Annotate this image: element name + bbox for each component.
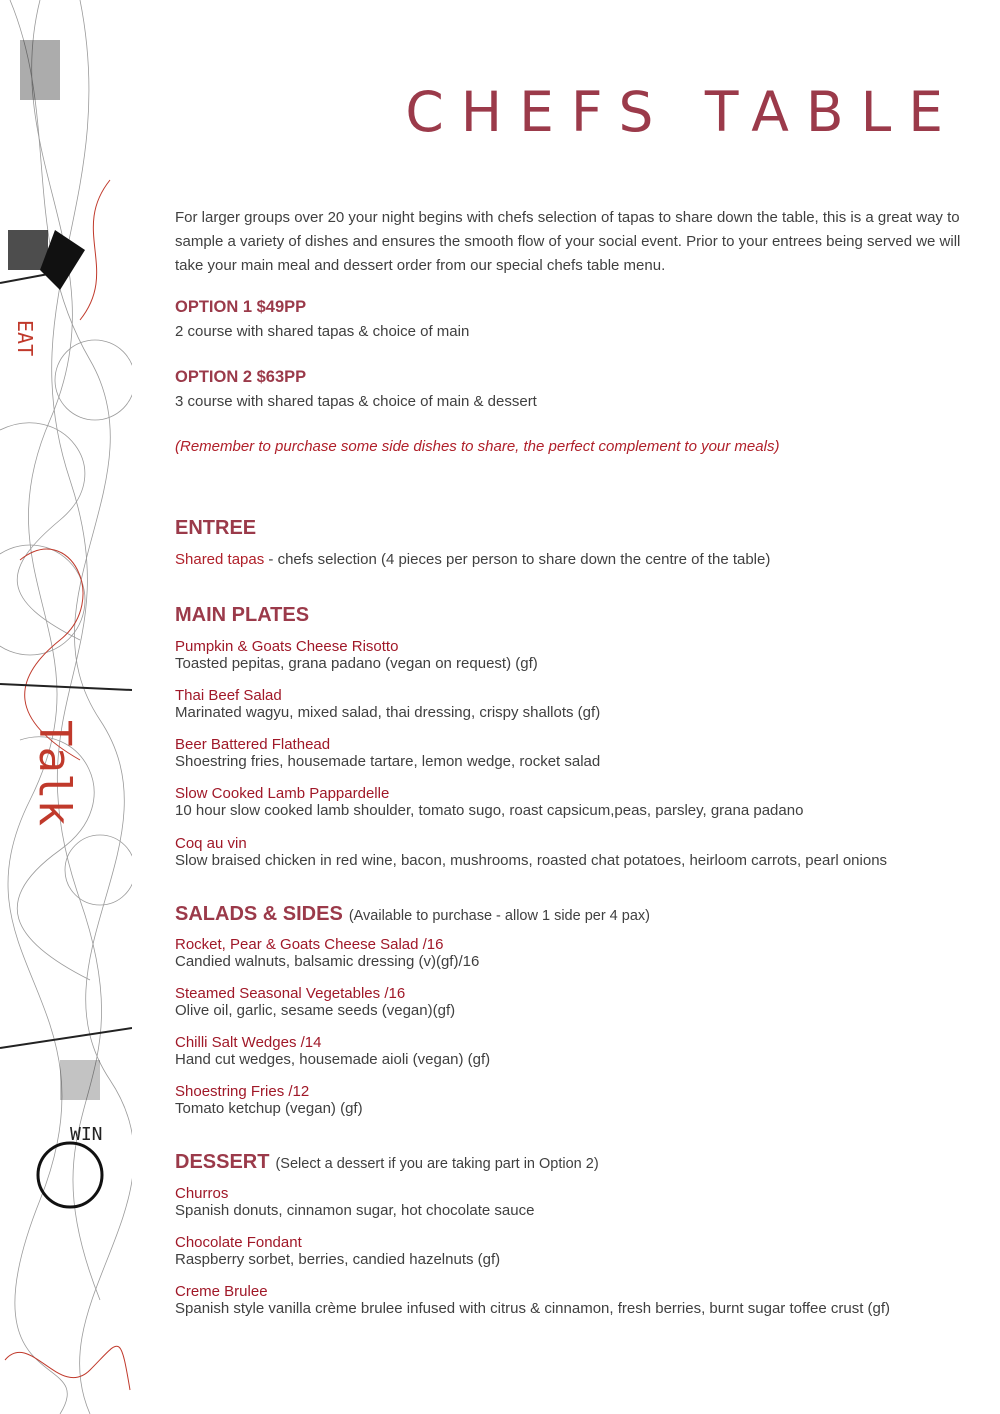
dish-name: Beer Battered Flathead xyxy=(175,736,331,753)
art-word-talk: Talk xyxy=(29,720,80,826)
menu-item xyxy=(175,638,975,672)
entree-dish-desc: - chefs selection (4 pieces per person to share down the centre of the table) xyxy=(264,551,771,568)
dessert-heading-title: DESSERT xyxy=(175,1151,270,1173)
dish-name: Steamed Seasonal Vegetables /16 xyxy=(175,985,406,1002)
ring-icon xyxy=(38,1143,102,1207)
dish-desc: Raspberry sorbet, berries, candied hazelnuts (gf) xyxy=(175,1251,501,1268)
art-word-eat: EAT xyxy=(13,320,37,357)
dish-name: Coq au vin xyxy=(175,835,247,852)
dish-desc: Olive oil, garlic, sesame seeds (vegan)(gf) xyxy=(175,1002,456,1019)
dish-name: Rocket, Pear & Goats Cheese Salad /16 xyxy=(175,936,444,953)
dish-name: Pumpkin & Goats Cheese Risotto xyxy=(175,638,399,655)
dish-desc: Spanish donuts, cinnamon sugar, hot chocolate sauce xyxy=(175,1202,535,1219)
dish-name: Creme Brulee xyxy=(175,1283,268,1300)
dish-desc: Toasted pepitas, grana padano (vegan on request) (gf) xyxy=(175,655,538,672)
menu-item xyxy=(175,785,975,819)
dessert-heading xyxy=(175,1151,599,1174)
art-word-win: WIN xyxy=(70,1124,103,1145)
menu-item xyxy=(175,1234,975,1268)
dish-desc: Spanish style vanilla crème brulee infused with citrus & cinnamon, fresh berries, burnt sugar toffee crust (gf) xyxy=(175,1300,891,1317)
sides-heading xyxy=(175,903,650,926)
menu-item xyxy=(175,1185,975,1219)
option-2-desc: 3 course with shared tapas & choice of main & dessert xyxy=(175,393,537,410)
entree-dish-name: Shared tapas xyxy=(175,551,265,568)
dish-name: Chilli Salt Wedges /14 xyxy=(175,1034,322,1051)
entree-heading: ENTREE xyxy=(175,517,257,539)
menu-item xyxy=(175,1083,975,1117)
menu-item xyxy=(175,985,975,1019)
sides-heading-title: SALADS & SIDES xyxy=(175,903,343,925)
dish-desc: Tomato ketchup (vegan) (gf) xyxy=(175,1100,363,1117)
dish-desc: Hand cut wedges, housemade aioli (vegan) (gf) xyxy=(175,1051,491,1068)
dish-desc: 10 hour slow cooked lamb shoulder, tomato sugo, roast capsicum,peas, parsley, grana padano xyxy=(175,802,804,819)
menu-item xyxy=(175,1034,975,1068)
dish-desc: Candied walnuts, balsamic dressing (v)(gf)/16 xyxy=(175,953,480,970)
option-1-desc: 2 course with shared tapas & choice of main xyxy=(175,323,470,340)
option-1-title: OPTION 1 $49PP xyxy=(175,298,307,316)
dish-name: Chocolate Fondant xyxy=(175,1234,302,1251)
menu-item xyxy=(175,736,975,770)
menu-item xyxy=(175,687,975,721)
dish-name: Churros xyxy=(175,1185,229,1202)
menu-item xyxy=(175,936,975,970)
dish-name: Slow Cooked Lamb Pappardelle xyxy=(175,785,390,802)
page-title: CHEFS TABLE xyxy=(405,80,960,144)
dish-desc: Marinated wagyu, mixed salad, thai dressing, crispy shallots (gf) xyxy=(175,704,601,721)
option-2-title: OPTION 2 $63PP xyxy=(175,368,307,386)
dessert-subheading: (Select a dessert if you are taking part in Option 2) xyxy=(275,1156,599,1172)
decorative-side-illustration xyxy=(0,0,132,1414)
dish-name: Thai Beef Salad xyxy=(175,687,282,704)
entree-line xyxy=(175,551,770,568)
dish-desc: Slow braised chicken in red wine, bacon, mushrooms, roasted chat potatoes, heirloom carrots, pearl onions xyxy=(175,852,888,869)
dish-desc: Shoestring fries, housemade tartare, lemon wedge, rocket salad xyxy=(175,753,601,770)
dish-name: Shoestring Fries /12 xyxy=(175,1083,310,1100)
main-plates-heading: MAIN PLATES xyxy=(175,604,310,626)
menu-item xyxy=(175,1283,975,1317)
intro-paragraph: For larger groups over 20 your night begins with chefs selection of tapas to share down the table, this is a great way to sample a variety of dishes and ensures the smooth flow of your social event. Prior to your entrees being served we will take your main meal and dessert order from our special chefs table menu. xyxy=(175,209,961,274)
side-dish-note: (Remember to purchase some side dishes to share, the perfect complement to your meals) xyxy=(175,438,780,455)
sides-subheading: (Available to purchase - allow 1 side per 4 pax) xyxy=(348,908,650,924)
menu-item xyxy=(175,835,975,869)
